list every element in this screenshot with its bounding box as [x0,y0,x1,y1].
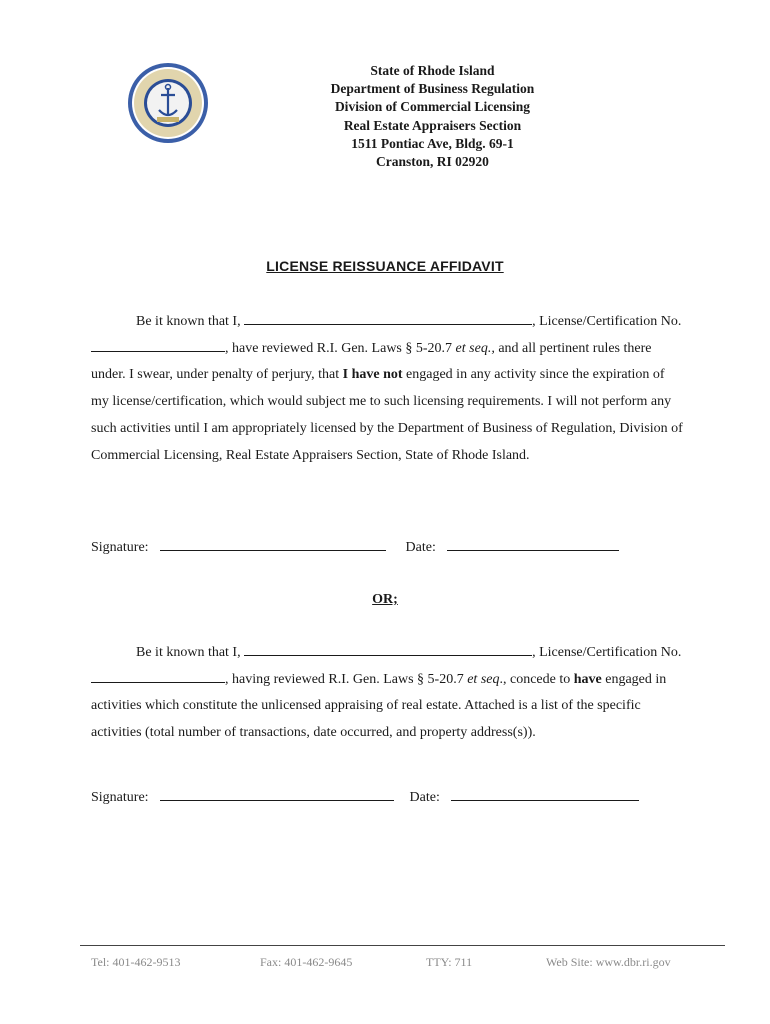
text: and all pertinent rules there under. I swear, under penalty of perjury, that [91,340,652,383]
affidavit-paragraph-1 [91,309,685,469]
date-field-1[interactable] [447,538,619,551]
header-line-city: Cranston, RI 02920 [376,154,489,170]
header-line-division: Division of Commercial Licensing [334,99,531,115]
text-bold: have [573,671,602,687]
signature-field-1[interactable] [160,538,386,551]
header-line-address: 1511 Pontiac Ave, Bldg. 69-1 [351,135,514,151]
text: ., concede to [499,671,574,687]
text: , License/Certification No. [532,314,682,329]
agency-header [290,62,575,171]
footer-divider [80,945,725,946]
date-field-2[interactable] [451,788,639,801]
text-italic: et seq., [455,340,495,356]
text: , License/Certification No. [532,645,682,660]
signature-label: Signature: [91,790,149,805]
footer-website[interactable]: Web Site: www.dbr.ri.gov [546,955,671,969]
license-number-field-1[interactable] [91,340,225,352]
text: , have reviewed R.I. Gen. Laws § 5-20.7 [225,340,456,356]
header-line-department: Department of Business Regulation [330,81,535,97]
text: engaged in activities which constitute the unlicensed appraising of real estate. Attached is a list of the specific activities (total number of transactions, date occurred, and property address(s)). [91,671,667,741]
signature-label: Signature: [91,540,149,555]
license-number-field-2[interactable] [91,671,225,683]
document-title: LICENSE REISSUANCE AFFIDAVIT [266,258,504,274]
signature-field-2[interactable] [160,788,394,801]
affidavit-paragraph-2 [91,640,685,747]
footer-tel: Tel: 401-462-9513 [91,955,181,969]
text: , having reviewed R.I. Gen. Laws § 5-20.7 [225,671,468,687]
text: engaged in any activity since the expiration of my license/certification, which would subject me to such licensing requirements. I will not perform any such activities until I am appropriately licensed by the Department of Business of Regulation, Division of Commercial Licensing, Real Estate Appraisers Section, State of Rhode Island. [91,367,683,463]
footer-fax: Fax: 401-462-9645 [260,955,353,969]
date-label: Date: [409,790,440,805]
name-field-1[interactable] [244,313,532,325]
department-seal-logo [127,62,209,144]
header-line-state: State of Rhode Island [370,63,495,78]
text: Be it known that I, [136,314,245,329]
header-line-section: Real Estate Appraisers Section [343,117,522,133]
text: Be it known that I, [136,645,245,660]
signature-row-1 [91,538,619,556]
or-separator: OR; [372,592,398,607]
text-italic: et seq [467,671,500,687]
text-bold: I have not [342,367,403,383]
footer-tty: TTY: 711 [426,955,473,969]
signature-row-2 [91,788,639,806]
name-field-2[interactable] [244,644,532,656]
date-label: Date: [405,540,436,555]
